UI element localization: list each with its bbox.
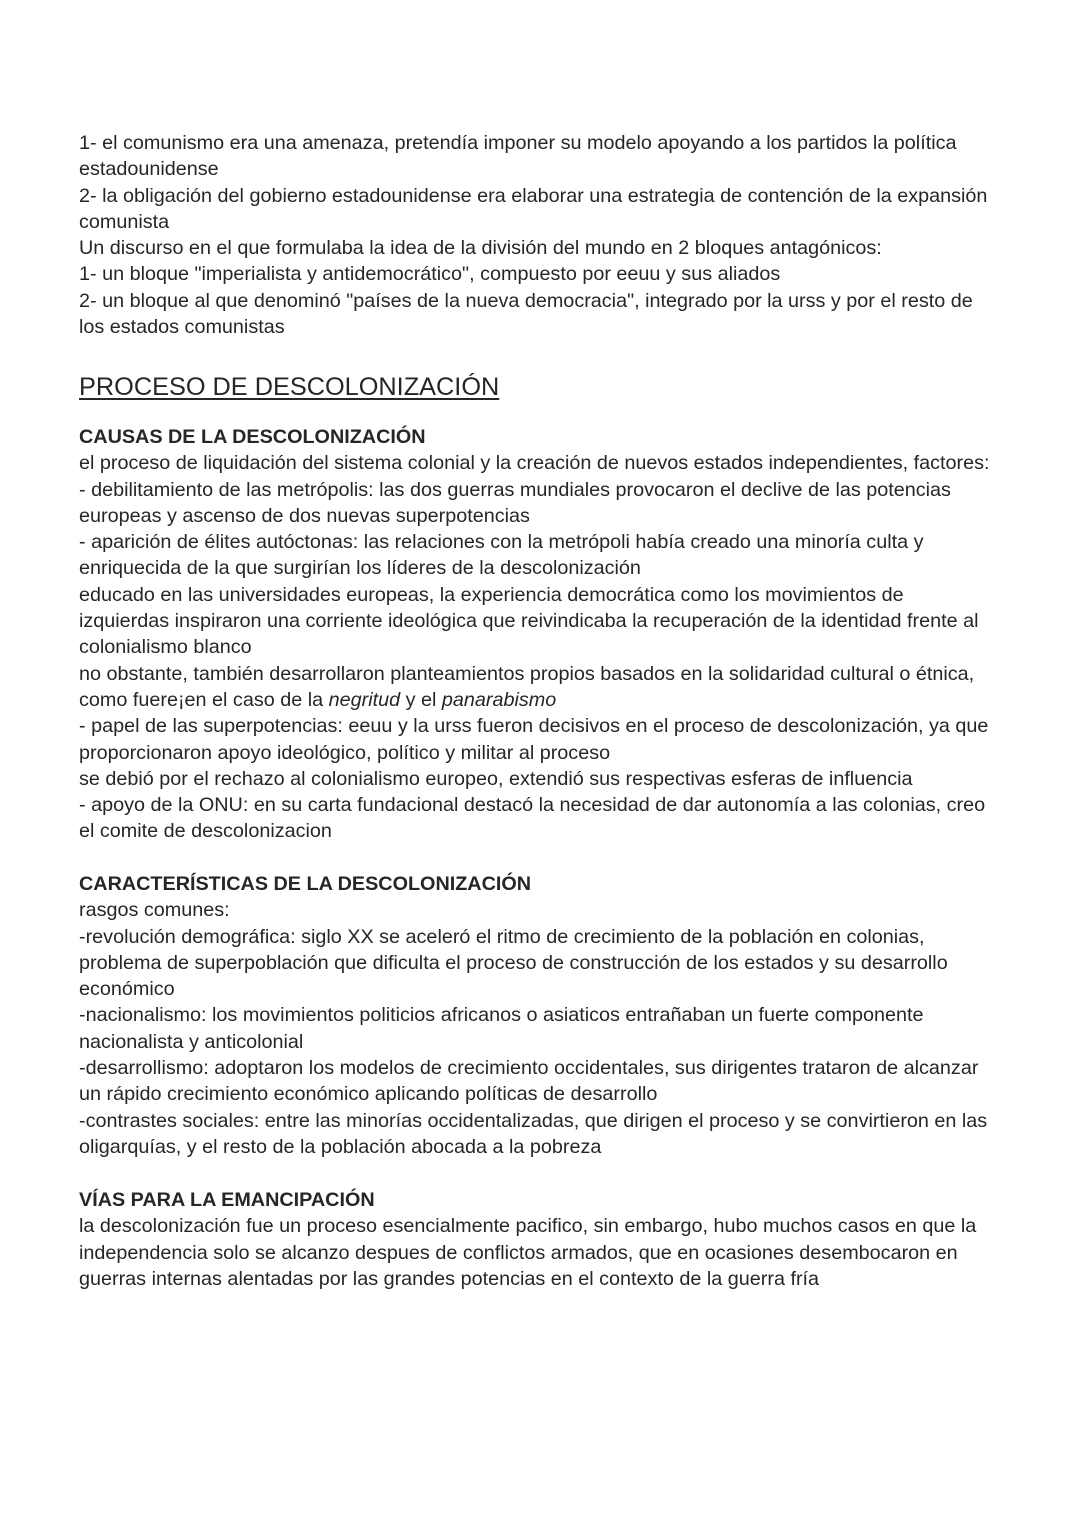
text-line: 1- un bloque "imperialista y antidemocrático", compuesto por eeuu y sus aliados [79, 263, 781, 286]
text-line: colonialismo blanco [79, 636, 252, 659]
text-line: proporcionaron apoyo ideológico, político y militar al proceso [79, 741, 611, 764]
text-segment: y el [400, 688, 442, 711]
italic-term: panarabismo [441, 688, 557, 711]
text-line: rasgos comunes: [79, 899, 230, 922]
text-line: la descolonización fue un proceso esencialmente pacifico, sin embargo, hubo muchos casos en que la [79, 1215, 977, 1238]
text-line: estadounidense [79, 158, 219, 181]
text-line: el comite de descolonizacion [79, 820, 332, 843]
text-line: Un discurso en el que formulaba la idea de la división del mundo en 2 bloques antagónicos: [79, 237, 882, 260]
text-line: - aparición de élites autóctonas: las relaciones con la metrópoli había creado una minoría culta y [79, 531, 924, 554]
italic-term: negritud [328, 688, 401, 711]
text-line: nacionalista y anticolonial [79, 1030, 304, 1053]
text-line: - debilitamiento de las metrópolis: las dos guerras mundiales provocaron el declive de las potencias [79, 478, 951, 501]
text-line-with-italics [79, 687, 1069, 713]
text-line: económico [79, 978, 175, 1001]
text-line: independencia solo se alcanzo despues de conflictos armados, que en ocasiones desembocaron en [79, 1241, 958, 1264]
section-causas [79, 424, 1069, 845]
text-line: 2- la obligación del gobierno estadounidense era elaborar una estrategia de contención de la expansión [79, 184, 988, 207]
text-line: 1- el comunismo era una amenaza, pretendía imponer su modelo apoyando a los partidos la política [79, 132, 957, 154]
text-line: izquierdas inspiraron una corriente ideológica que reivindicaba la recuperación de la identidad frente al [79, 610, 979, 633]
text-line: 2- un bloque al que denominó "países de la nueva democracia", integrado por la urss y por el resto de [79, 289, 973, 312]
text-line: un rápido crecimiento económico aplicando políticas de desarrollo [79, 1083, 658, 1106]
page-heading: PROCESO DE DESCOLONIZACIÓN [79, 373, 500, 401]
text-line: los estados comunistas [79, 316, 285, 339]
section-caracteristicas [79, 871, 1069, 1160]
text-line: -nacionalismo: los movimientos politicios africanos o asiaticos entrañaban un fuerte componente [79, 1004, 924, 1027]
section-vias [79, 1187, 1069, 1292]
section-title: CAUSAS DE LA DESCOLONIZACIÓN [79, 426, 426, 448]
text-line: comunista [79, 210, 170, 233]
text-line: - papel de las superpotencias: eeuu y la urss fueron decisivos en el proceso de descolonización, ya que [79, 715, 989, 738]
text-line: educado en las universidades europeas, la experiencia democrática como los movimientos de [79, 583, 904, 606]
text-line: - apoyo de la ONU: en su carta fundacional destacó la necesidad de dar autonomía a las colonias, creo [79, 794, 986, 817]
intro-paragraph [79, 130, 1069, 340]
text-segment: como fuere¡en el caso de la [79, 688, 329, 711]
text-line: guerras internas alentadas por las grandes potencias en el contexto de la guerra fría [79, 1267, 820, 1290]
text-line: -contrastes sociales: entre las minorías occidentalizadas, que dirigen el proceso y se convirtieron en las [79, 1109, 988, 1132]
text-line: se debió por el rechazo al colonialismo europeo, extendió sus respectivas esferas de influencia [79, 767, 913, 790]
text-line: europeas y ascenso de dos nuevas superpotencias [79, 504, 530, 527]
text-line: enriquecida de la que surgirían los líderes de la descolonización [79, 557, 641, 580]
text-line: oligarquías, y el resto de la población abocada a la pobreza [79, 1135, 602, 1158]
text-line: -desarrollismo: adoptaron los modelos de crecimiento occidentales, sus dirigentes trataron de alcanzar [79, 1057, 979, 1080]
section-title: CARACTERÍSTICAS DE LA DESCOLONIZACIÓN [79, 873, 532, 895]
text-line: el proceso de liquidación del sistema colonial y la creación de nuevos estados independientes, factores: [79, 452, 990, 475]
text-line: -revolución demográfica: siglo XX se aceleró el ritmo de crecimiento de la población en colonias, [79, 925, 925, 948]
text-line: no obstante, también desarrollaron planteamientos propios basados en la solidaridad cultural o étnica, [79, 662, 975, 685]
text-line: problema de superpoblación que dificulta el proceso de construcción de los estados y su desarrollo [79, 951, 948, 974]
section-title: VÍAS PARA LA EMANCIPACIÓN [79, 1189, 375, 1211]
